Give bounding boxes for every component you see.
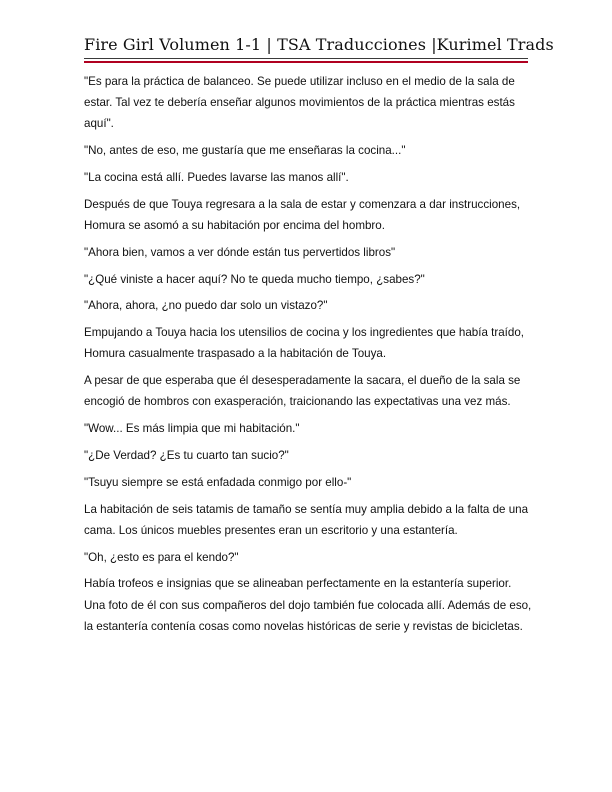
paragraph: "Tsuyu siempre se está enfadada conmigo por ello-" [84, 475, 352, 489]
paragraph: Después de que Touya regresara a la sala de estar y comenzara a dar instrucciones, Homura se asomó a su habitación por encima del hombro. [84, 197, 521, 232]
paragraph: "Ahora bien, vamos a ver dónde están tus pervertidos libros" [84, 245, 396, 259]
paragraph: "Wow... Es más limpia que mi habitación." [84, 422, 300, 436]
paragraph: Empujando a Touya hacia los utensilios de cocina y los ingredientes que había traído, Homura casualmente traspasado a la habitación de Touya. [84, 326, 524, 361]
paragraph: "Es para la práctica de balanceo. Se puede utilizar incluso en el medio de la sala de estar. Tal vez te debería enseñar algunos movimientos de la práctica mientras estás aquí". [84, 75, 515, 131]
paragraph: "La cocina está allí. Puedes lavarse las manos allí". [84, 171, 349, 184]
header-rule-dark [84, 58, 528, 59]
document-body [84, 71, 532, 643]
paragraph: "¿De Verdad? ¿Es tu cuarto tan sucio?" [84, 448, 289, 462]
paragraph: "Ahora, ahora, ¿no puedo dar solo un vistazo?" [84, 299, 328, 313]
page-header-title: Fire Girl Volumen 1-1 | TSA Traducciones |Kurimel Trads [84, 35, 554, 54]
header-rule-red [84, 61, 528, 63]
paragraph: "¿Qué viniste a hacer aquí? No te queda mucho tiempo, ¿sabes?" [84, 272, 425, 286]
paragraph: A pesar de que esperaba que él desesperadamente la sacara, el dueño de la sala se encogió de hombros con exasperación, traicionando las expectativas una vez más. [84, 374, 521, 409]
paragraph: "Oh, ¿esto es para el kendo?" [84, 550, 239, 564]
paragraph: "No, antes de eso, me gustaría que me enseñaras la cocina..." [84, 144, 406, 158]
paragraph: La habitación de seis tatamis de tamaño se sentía muy amplia debido a la falta de una cama. Los únicos muebles presentes eran un escritorio y una estantería. [84, 502, 529, 537]
paragraph: Había trofeos e insignias que se alineaban perfectamente en la estantería superior. Una foto de él con sus compañeros del dojo también fue colocada allí. Además de eso, la estantería contenía cosas como novelas históricas de serie y revistas de bicicletas. [84, 577, 532, 633]
